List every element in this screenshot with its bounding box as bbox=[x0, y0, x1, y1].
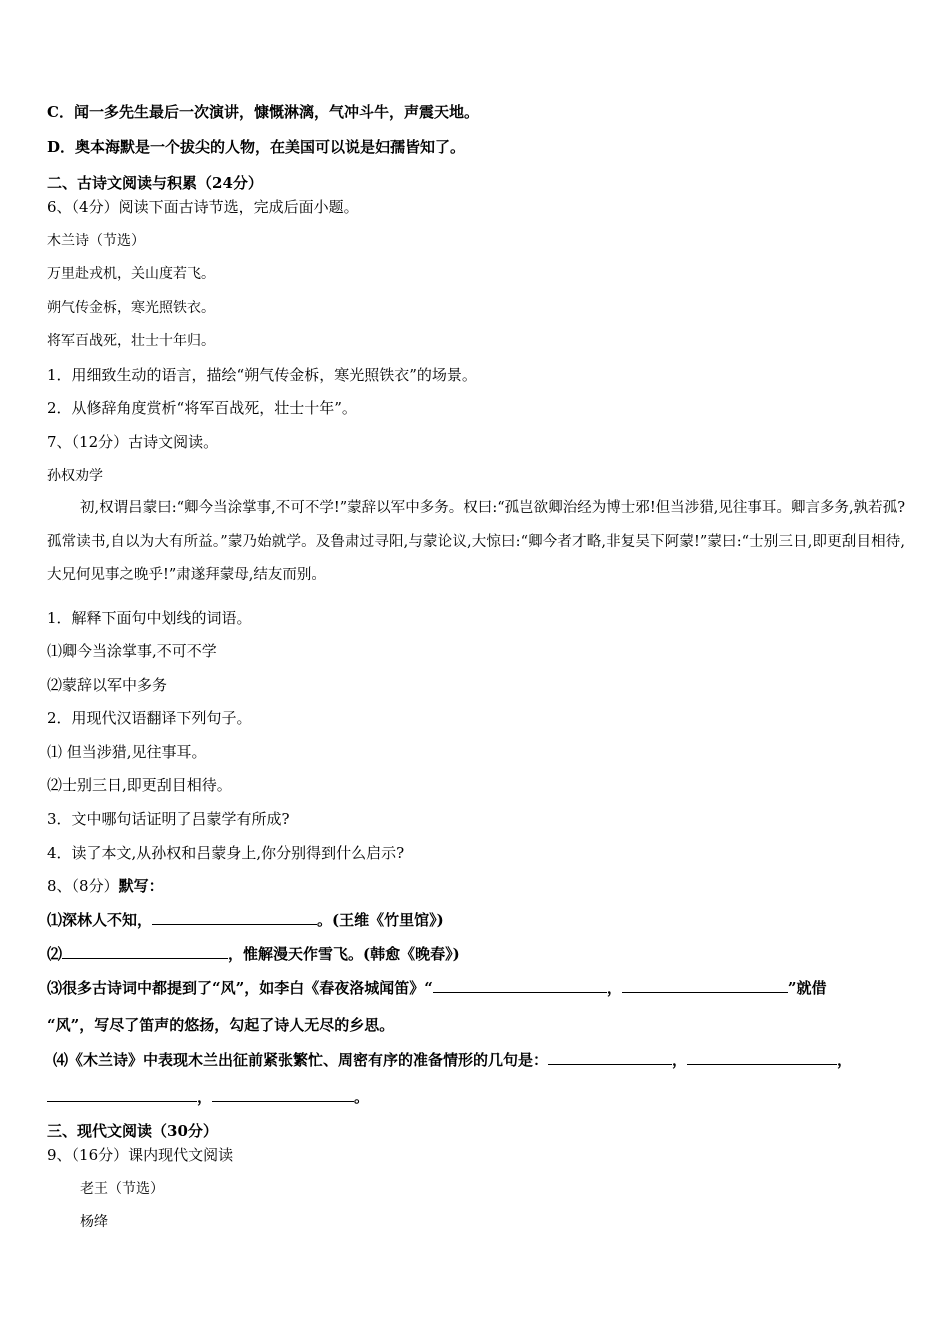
q8-2-text: ，惟解漫天作雪飞。(韩愈《晚春》) bbox=[228, 945, 460, 963]
poem-line-3: 将军百战死，壮士十年归。 bbox=[47, 333, 215, 349]
modern-text-author: 杨绛 bbox=[80, 1214, 108, 1230]
question-6-2: 2．从修辞角度赏析“将军百战死，壮士十年”。 bbox=[47, 399, 357, 417]
option-d: D．奥本海默是一个拔尖的人物，在美国可以说是妇孺皆知了。 bbox=[47, 138, 466, 156]
q8-4-comma: ， bbox=[837, 1051, 853, 1069]
option-c: C．闻一多先生最后一次演讲，慷慨淋漓，气冲斗牛，声震天地。 bbox=[47, 103, 479, 121]
question-8-3 bbox=[47, 978, 827, 998]
question-7: 7、（12分）古诗文阅读。 bbox=[47, 433, 219, 451]
poem-line-2: 朔气传金柝，寒光照铁衣。 bbox=[47, 300, 215, 316]
question-7-2b: ⑵士别三日,即更刮目相待。 bbox=[47, 776, 232, 794]
q8-3-text: ⑶很多古诗词中都提到了“风”，如李白《春夜洛城闻笛》“ bbox=[47, 979, 433, 997]
section-heading-2: 二、古诗文阅读与积累（24分） bbox=[47, 174, 263, 192]
fill-blank[interactable] bbox=[687, 1050, 837, 1065]
q8-1-text: ⑴深林人不知， bbox=[47, 911, 153, 929]
fill-blank[interactable] bbox=[622, 978, 788, 993]
question-9: 9、（16分）课内现代文阅读 bbox=[47, 1146, 234, 1164]
question-8-label: 默写： bbox=[118, 877, 164, 895]
question-8 bbox=[47, 876, 164, 896]
q8-1-source: 。(王维《竹里馆》) bbox=[317, 911, 444, 929]
section-heading-3: 三、现代文阅读（30分） bbox=[47, 1122, 218, 1140]
q8-4-comma: ， bbox=[197, 1088, 213, 1106]
q8-3-comma: ， bbox=[606, 979, 622, 997]
fill-blank[interactable] bbox=[548, 1050, 672, 1065]
q8-4-comma: ， bbox=[672, 1051, 688, 1069]
question-6: 6、（4分）阅读下面古诗节选，完成后面小题。 bbox=[47, 198, 359, 216]
question-7-2: 2．用现代汉语翻译下列句子。 bbox=[47, 709, 252, 727]
fill-blank[interactable] bbox=[62, 944, 228, 959]
question-8-1 bbox=[47, 910, 444, 930]
question-8-4-cont bbox=[47, 1087, 369, 1107]
q8-3-end: ”就借 bbox=[787, 979, 827, 997]
q8-4-period: 。 bbox=[354, 1088, 370, 1106]
passage-title: 孙权劝学 bbox=[47, 468, 103, 484]
question-8-2 bbox=[47, 944, 460, 964]
fill-blank[interactable] bbox=[152, 910, 317, 925]
classical-passage: 初,权谓吕蒙曰:“卿今当涂掌事,不可不学!”蒙辞以军中多务。权曰:“孤岂欲卿治经为博士邪!但当涉猎,见往事耳。卿言多务,孰若孤?孤常读书,自以为大有所益。”蒙乃始就学。及鲁肃过寻阳,与蒙论议,大惊曰:“卿今者才略,非复吴下阿蒙!”蒙曰:“士别三日,即更刮目相待,大兄何见事之晚乎!”肃遂拜蒙母,结友而别。 bbox=[47, 500, 905, 583]
q8-2-num: ⑵ bbox=[47, 945, 63, 963]
fill-blank[interactable] bbox=[212, 1087, 354, 1102]
question-7-3: 3．文中哪句话证明了吕蒙学有所成? bbox=[47, 810, 290, 828]
q8-4-text: ⑷《木兰诗》中表现木兰出征前紧张繁忙、周密有序的准备情形的几句是： bbox=[53, 1051, 549, 1069]
question-8-prefix: 8、（8分） bbox=[47, 877, 119, 895]
question-8-4 bbox=[53, 1050, 852, 1070]
poem-line-1: 万里赴戎机，关山度若飞。 bbox=[47, 266, 215, 282]
question-7-2a: ⑴ 但当涉猎,见往事耳。 bbox=[47, 743, 207, 761]
question-7-4: 4．读了本文,从孙权和吕蒙身上,你分别得到什么启示? bbox=[47, 844, 405, 862]
poem-title: 木兰诗（节选） bbox=[47, 233, 145, 249]
question-8-3-cont: “风”，写尽了笛声的悠扬，勾起了诗人无尽的乡思。 bbox=[47, 1016, 395, 1034]
fill-blank[interactable] bbox=[47, 1087, 197, 1102]
fill-blank[interactable] bbox=[433, 978, 607, 993]
question-7-1: 1．解释下面句中划线的词语。 bbox=[47, 609, 252, 627]
question-7-1b: ⑵蒙辞以军中多务 bbox=[47, 676, 168, 694]
question-7-1a: ⑴卿今当涂掌事,不可不学 bbox=[47, 642, 217, 660]
question-6-1: 1．用细致生动的语言，描绘“朔气传金柝，寒光照铁衣”的场景。 bbox=[47, 366, 477, 384]
modern-text-title: 老王（节选） bbox=[80, 1181, 164, 1197]
